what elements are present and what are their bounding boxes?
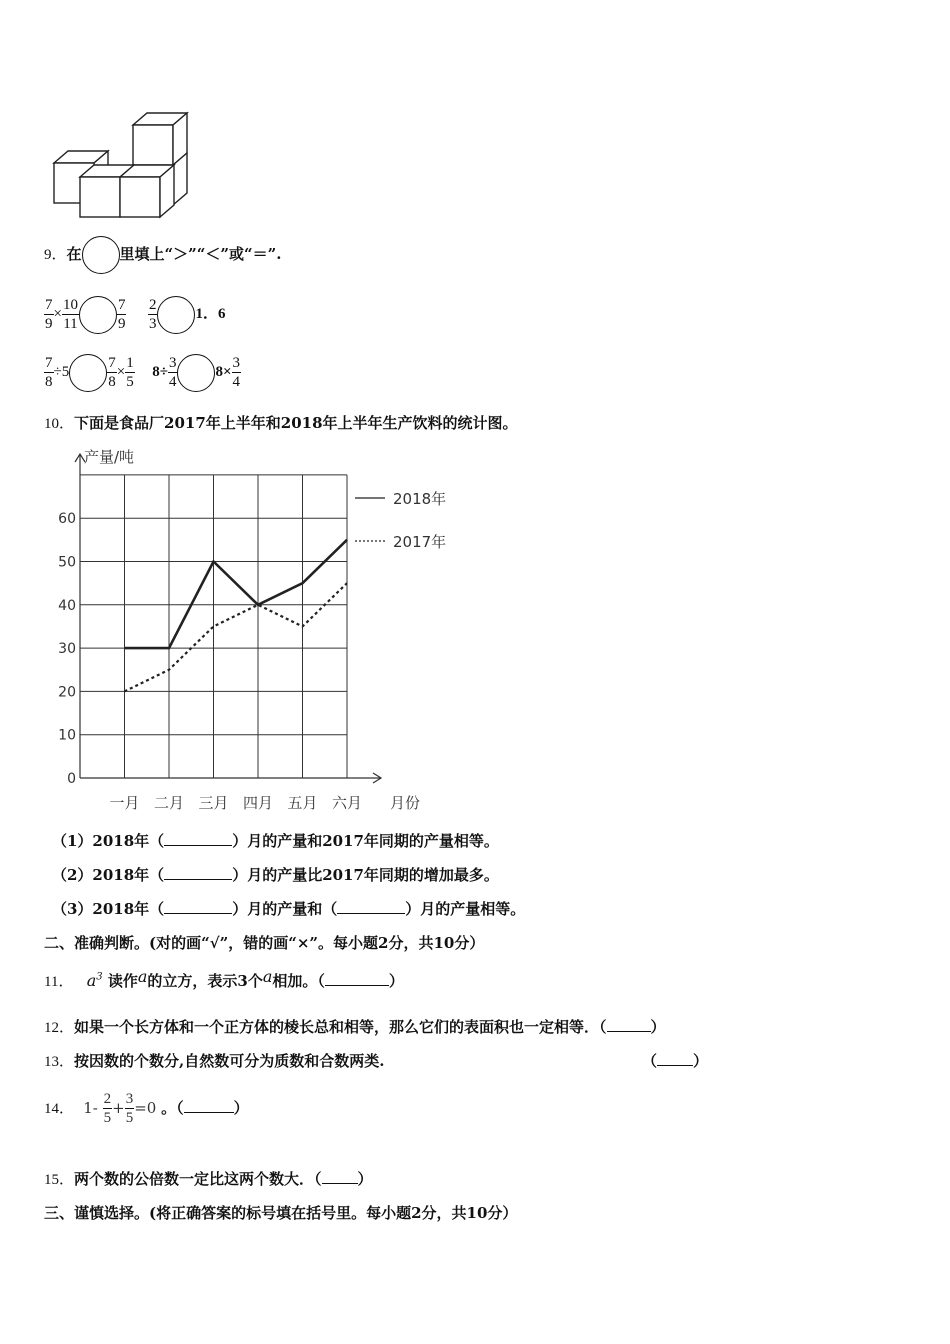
answer-blank-4[interactable] [337,913,405,914]
y-axis-label: 产量/吨 [84,448,135,466]
x-tick-label: 一月 [109,794,140,812]
y-tick-label: 30 [58,641,76,658]
frac-1-5: $\frac{1}{5}$ [126,354,134,390]
x-tick-label: 五月 [287,794,318,812]
data-point-2018年 [169,648,170,649]
q12: 12．如果一个长方体和一个正方体的棱长总和相等，那么它们的表面积也一定相等．（ ） [44,1018,666,1036]
data-point-2018年 [347,539,348,540]
legend-label: 2017年 [393,533,447,551]
answer-blank-q11[interactable] [325,985,389,986]
q9-circle-sample [82,236,120,274]
data-point-2017年 [213,626,214,627]
q9-number: 9． [44,247,67,263]
compare-circle-1[interactable] [79,296,117,334]
q10-text: 下面是食品厂2017年上半年和2018年上半年生产饮料的统计图。 [74,414,518,432]
var-a-3: a [262,967,273,986]
eight-div: 8÷ [152,364,168,380]
y-tick-label: 40 [58,597,76,614]
data-point-2017年 [169,669,170,670]
answer-blank-3[interactable] [164,913,232,914]
data-point-2018年 [124,648,125,649]
y-tick-label: 50 [58,554,76,571]
frac-7-9-b: $\frac{7}{9}$ [117,296,126,332]
compare-circle-2[interactable] [157,296,195,334]
answer-blank-q14[interactable] [184,1112,234,1113]
x-tick-label: 二月 [153,794,185,812]
data-point-2017年 [124,691,125,692]
frac-10-11: $\frac{10}{11}$ [62,296,78,332]
answer-blank-q12[interactable] [607,1031,651,1032]
q9-prompt [44,234,282,274]
data-point-2017年 [347,583,348,584]
q15: 15．两个数的公倍数一定比这两个数大．（ ） [44,1170,373,1188]
data-point-2018年 [302,583,303,584]
answer-blank-q13[interactable] [657,1065,693,1066]
series-line-2018年 [125,540,348,648]
q11: 11． $a^3$ 读作a的立方，表示3个a相加。（ ） [44,967,404,990]
compare-circle-4[interactable] [177,354,215,392]
y-tick-label: 0 [67,771,76,787]
value-1-6: 1．6 [195,306,226,322]
times-sign: × [53,306,62,322]
answer-blank-q15[interactable] [322,1183,358,1184]
data-point-2018年 [213,561,214,562]
x-tick-label: 六月 [331,794,363,812]
frac-7-8-b: $\frac{7}{8}$ [108,354,116,390]
y-tick-label: 20 [58,684,76,701]
q9-text-pre: 在 [66,245,82,263]
frac-7-8: $\frac{7}{8}$ [45,354,53,390]
q10-sub1: （1）2018年（ ）月的产量和2017年同期的产量相等。 [52,832,499,850]
frac-3-5: $\frac{3}{5}$ [125,1091,134,1126]
q9-row1 [44,292,225,336]
q13-answer: （ ） [642,1052,709,1070]
x-tick-label: 四月 [242,794,274,812]
compare-circle-3[interactable] [69,354,107,392]
q10-sub2: （2）2018年（ ）月的产量比2017年同期的增加最多。 [52,866,499,884]
section2-heading: 二、准确判断。(对的画“√”，错的画“×”。每小题2分，共10分） [44,934,485,952]
legend-label: 2018年 [393,490,447,508]
q10-sub3: （3）2018年（ ）月的产量和（ ）月的产量相等。 [52,900,526,918]
q13: 13．按因数的个数分,自然数可分为质数和合数两类. [44,1052,385,1070]
frac-2-3: $\frac{2}{3}$ [148,296,157,332]
data-point-2017年 [258,604,259,605]
y-tick-label: 60 [58,511,76,528]
frac-7-9: $\frac{7}{9}$ [45,296,53,332]
production-line-chart [40,440,480,820]
q10-prompt [44,412,518,433]
frac-3-4-b: $\frac{3}{4}$ [232,354,240,390]
times-sign-2: × [116,364,126,380]
x-tick-label: 三月 [198,794,229,812]
series-line-2017年 [125,583,348,691]
x-axis-label: 月份 [389,794,421,812]
q9-row2 [44,350,241,394]
var-a-2: a [137,967,148,986]
q14: 14． 1- $\frac{2}{5}$ + $\frac{3}{5}$ =0 。（ ） [44,1091,249,1126]
q9-text-post: 里填上“＞”“＜”或“＝”. [119,245,282,263]
q14-expression: 1- $\frac{2}{5}$ + $\frac{3}{5}$ =0 [83,1091,157,1126]
y-tick-label: 10 [58,727,76,744]
cube-stack-figure [50,108,190,220]
div-5: ÷5 [53,364,70,380]
frac-2-5: $\frac{2}{5}$ [103,1091,112,1126]
eight-times: 8× [215,364,232,380]
frac-3-4: $\frac{3}{4}$ [168,354,177,390]
q10-number: 10． [44,416,75,432]
var-a-1: $a^3$ [86,971,103,990]
data-point-2017年 [302,626,303,627]
section3-heading: 三、谨慎选择。(将正确答案的标号填在括号里。每小题2分，共10分） [44,1204,518,1222]
answer-blank-1[interactable] [164,845,232,846]
answer-blank-2[interactable] [164,879,232,880]
